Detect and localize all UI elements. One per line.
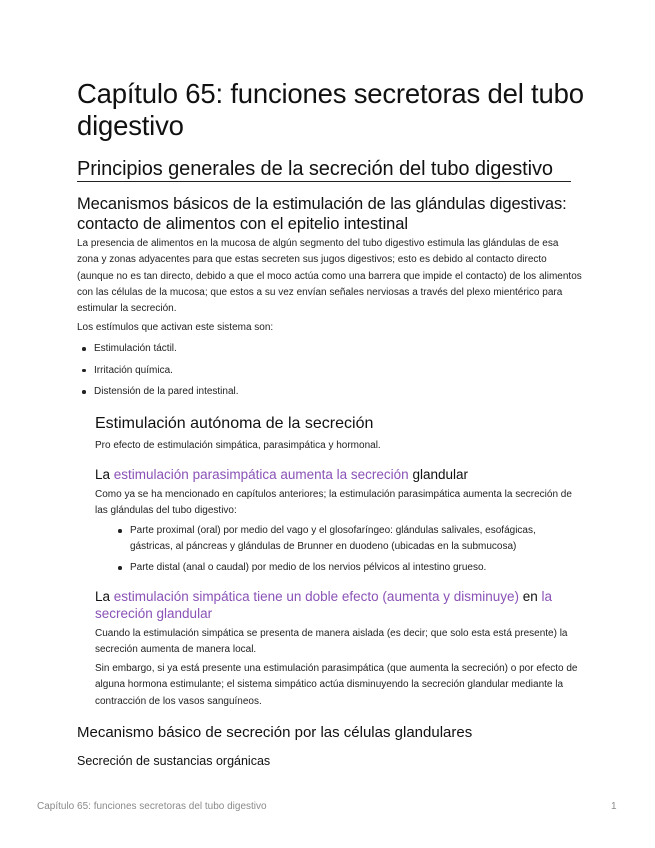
list-item: Parte proximal (oral) por medio del vago y el glosofaríngeo: glándulas salivales, esofágicas, gástricas, al páncreas y glándulas de Brunner en duodeno (ubicadas en la submucosa) [113, 523, 568, 555]
paragraph-intro: La presencia de alimentos en la mucosa de algún segmento del tubo digestivo estimula las glándulas de esa zona y zonas adyacentes para que estas secreten sus jugos digestivos; esto es debido al contacto directo (aunque no es tan directo, debido a que el moco actúa como una barrera que impide el contacto) de los alimentos con las células de la mucosa; que estos a su vez envían señales nerviosas a través del plexo mientérico para estimular la secreción. [77, 238, 582, 315]
highlight-link[interactable]: estimulación parasimpática aumenta la secreción [113, 467, 409, 482]
subsection-heading-mechanisms: Mecanismos básicos de la estimulación de las glándulas digestivas: contacto de alimentos con el epitelio intestinal [77, 195, 567, 233]
paragraph-sympathetic-isolated: Cuando la estimulación simpática se presenta de manera aislada (es decir; que solo esta está presente) la secreción aumenta de manera local. [95, 628, 568, 656]
list-item: Distensión de la pared intestinal. [77, 385, 239, 407]
page-title: Capítulo 65: funciones secretoras del tubo digestivo [77, 78, 584, 141]
page-number: 1 [611, 801, 617, 812]
highlight-link[interactable]: la secreción glandular [95, 589, 553, 621]
highlight-link[interactable]: estimulación simpática tiene un doble efecto (aumenta y disminuye) [113, 589, 519, 604]
subsection-heading-autonomic: Estimulación autónoma de la secreción [95, 415, 374, 432]
section-underline [77, 181, 571, 182]
paragraph-parasympathetic: Como ya se ha mencionado en capítulos anteriores; la estimulación parasimpática aumenta la secreción de las glándulas del tubo digestivo: [95, 489, 572, 517]
subsection-heading-organic: Secreción de sustancias orgánicas [77, 754, 271, 768]
list-item: Irritación química. [77, 364, 239, 386]
parasympathetic-list [113, 523, 568, 576]
stimuli-list [77, 342, 239, 407]
paragraph-sympathetic-combined: Sin embargo, si ya está presente una estimulación parasimpática (que aumenta la secreción) o por efecto de alguna hormona estimulante; el sistema simpático actúa disminuyendo la secreción glandular mediante la contracción de los vasos sanguíneos. [95, 663, 578, 707]
subsection-heading-cells: Mecanismo básico de secreción por las células glandulares [77, 724, 473, 741]
list-item: Parte distal (anal o caudal) por medio de los nervios pélvicos al intestino grueso. [113, 560, 568, 576]
section-heading: Principios generales de la secreción del tubo digestivo [77, 158, 553, 180]
list-item: Estimulación táctil. [77, 342, 239, 364]
paragraph-stimuli-intro: Los estímulos que activan este sistema son: [77, 322, 274, 333]
footer-title: Capítulo 65: funciones secretoras del tubo digestivo [37, 801, 267, 812]
heading-sympathetic: La estimulación simpática tiene un doble efecto (aumenta y disminuye) en la secreción glandular [95, 589, 553, 621]
heading-parasympathetic: La estimulación parasimpática aumenta la secreción glandular [95, 467, 468, 482]
paragraph-autonomic: Pro efecto de estimulación simpática, parasimpática y hormonal. [95, 440, 381, 451]
